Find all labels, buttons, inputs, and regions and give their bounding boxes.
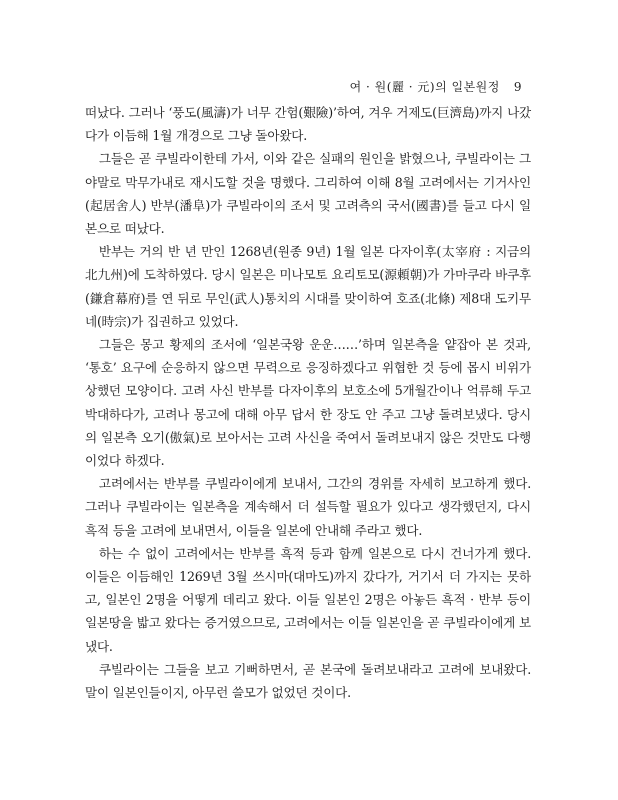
body-text bbox=[85, 101, 531, 704]
running-title: 여 · 원(麗 · 元)의 일본원정 bbox=[349, 80, 500, 94]
paragraph: 그들은 몽고 황제의 조서에 ‘일본국왕 운운……’하며 일본측을 얕잡아 본 것과, ‘통호’ 요구에 순응하지 않으면 무력으로 응징하겠다고 위협한 것 등에 몹시 비위가 상했던 모양이다. 고려 사신 반부를 다자이후의 보호소에 5개월간이나 억류해 두고 박대하다가, 고려나 몽고에 대해 아무 답서 한 장도 안 주고 그냥 돌려보냈다. 당시의 일본측 오기(傲氣)로 보아서는 고려 사신을 죽여서 돌려보내지 않은 것만도 다행이었다 하겠다. bbox=[85, 337, 531, 469]
paragraph: 그들은 곧 쿠빌라이한테 가서, 이와 같은 실패의 원인을 밝혔으나, 쿠빌라이는 그야말로 막무가내로 재시도할 것을 명했다. 그리하여 이해 8월 고려에서는 기거사인(起居舍人) 반부(潘阜)가 쿠빌라이의 조서 및 고려측의 국서(國書)를 들고 다시 일본으로 떠났다. bbox=[85, 151, 531, 237]
paragraph: 고려에서는 반부를 쿠빌라이에게 보내서, 그간의 경위를 자세히 보고하게 했다. 그러나 쿠빌라이는 일본측을 계속해서 더 설득할 필요가 있다고 생각했던지, 다시 흑적 등을 고려에 보내면서, 이들을 일본에 안내해 주라고 했다. bbox=[85, 476, 531, 538]
paragraph: 떠났다. 그러나 ‘풍도(風濤)가 너무 간험(艱險)’하여, 겨우 거제도(巨濟島)까지 나갔다가 이듬해 1월 개경으로 그냥 돌아왔다. bbox=[85, 105, 531, 144]
paragraph: 반부는 거의 반 년 만인 1268년(원종 9년) 1월 일본 다자이후(太宰府 : 지금의 北九州)에 도착하였다. 당시 일본은 미나모토 요리토모(源頼朝)가 가마쿠라 바쿠후(鎌倉幕府)를 연 뒤로 무인(武人)통치의 시대를 맞이하여 호죠(北條) 제8대 도키무네(時宗)가 집권하고 있었다. bbox=[85, 244, 531, 329]
running-header bbox=[350, 78, 522, 95]
page-number: 9 bbox=[513, 80, 522, 94]
paragraph: 하는 수 없이 고려에서는 반부를 흑적 등과 함께 일본으로 다시 건너가게 했다. 이들은 이듬해인 1269년 3월 쓰시마(대마도)까지 갔다가, 거기서 더 가지는 못하고, 일본인 2명을 어떻게 데리고 왔다. 이들 일본인 2명은 아놓든 흑적 · 반부 등이 일본땅을 밟고 왔다는 증거였으므로, 고려에서는 이들 일본인을 곧 쿠빌라이에게 보냈다. bbox=[85, 545, 531, 654]
paragraph: 쿠빌라이는 그들을 보고 기뻐하면서, 곧 본국에 돌려보내라고 고려에 보내왔다. 말이 일본인들이지, 아무런 쓸모가 없었던 것이다. bbox=[85, 661, 531, 701]
